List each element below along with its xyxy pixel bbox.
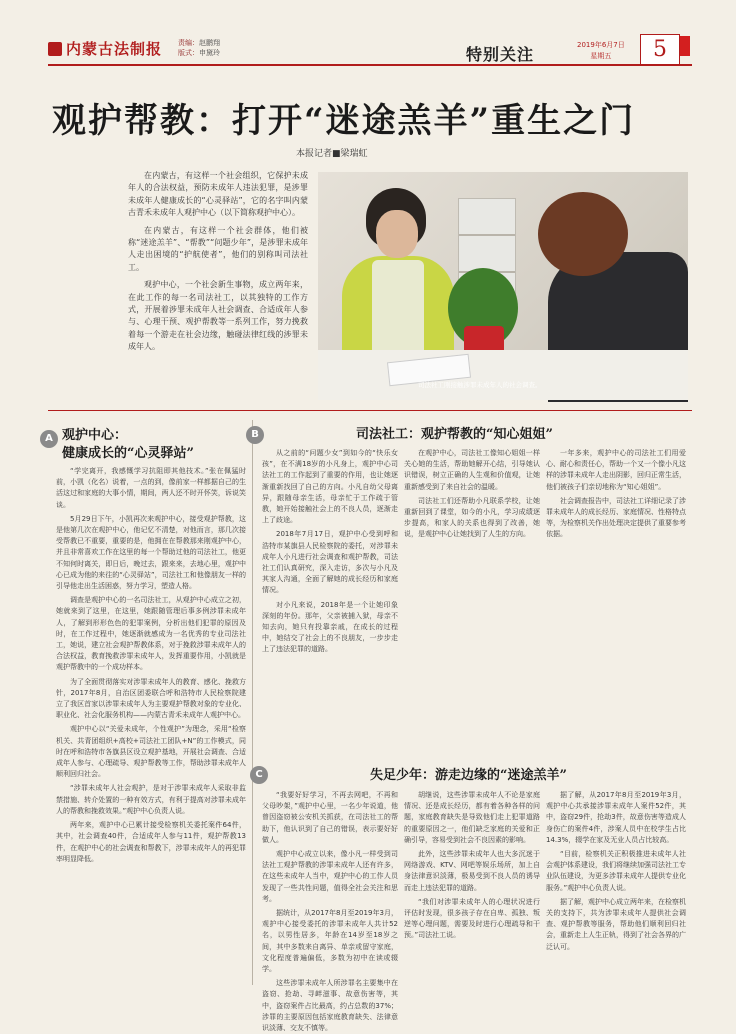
body-paragraph: 为了全面贯彻落实对涉罪未成年人的教育、感化、挽救方针，2017年8月，自治区团委联合呼和浩特市人民检察院建立了我区首家以涉罪未成年人为主要观护帮教对象的专业化、职业化、社会化服务机构——内蒙古青禾未成年人观护中心。 bbox=[56, 677, 246, 720]
designer-label: 版式： bbox=[178, 49, 199, 57]
designer-name: 申黛玲 bbox=[199, 49, 220, 57]
body-paragraph: 两年来，观护中心已累计接受检察机关委托案件64件，其中，社会调查40件，合适成年人参与11件，观护帮教13件，在观护中心的社会调查和帮教下，涉罪未成年人的再犯罪率明显降低。 bbox=[56, 821, 246, 863]
page-number: 5 bbox=[640, 34, 680, 66]
section-divider bbox=[48, 410, 692, 411]
editor-name: 赵鹏翔 bbox=[199, 39, 220, 47]
body-paragraph: 此外，这些涉罪未成年人也大多沉迷于网络游戏、KTV、网吧等娱乐场所，加上自身法律意识淡薄，极易受到不良人员的诱导而走上违法犯罪的道路。 bbox=[404, 850, 540, 892]
section-a-title-line1: 观护中心： bbox=[62, 428, 128, 443]
section-b-col-1 bbox=[262, 448, 398, 748]
body-paragraph: 一年多来，观护中心的司法社工们用爱心、耐心和责任心，帮助一个又一个像小凡这样的涉罪未成年人走出阴影，回归正常生活，他们被孩子们亲切地称为“知心姐姐”。 bbox=[546, 449, 686, 491]
column-divider bbox=[252, 420, 253, 985]
page-headline: 观护帮教：打开“迷途羔羊”重生之门 bbox=[52, 101, 636, 141]
body-paragraph: 对小凡来说，2018年是一个让她印象深刻的年份。那年，父亲被捕入狱，母亲不知去向，她只有投靠亲戚，在成长的过程中，她结交了社会上的不良朋友，一步步走上了违法犯罪的道路。 bbox=[262, 600, 398, 654]
weekday-text: 星期五 bbox=[590, 52, 612, 60]
section-c-col-2 bbox=[404, 790, 540, 984]
body-paragraph: 观护中心以“关爱未成年，个性观护”为理念，采用“检察机关、共青团组织+高校+司法社工团队+N”的工作模式，同时在呼和浩特市各旗县区设立观护基地，开展社会调查、合适成年人参与、心理疏导、观护帮教等工作，帮助涉罪未成年人顺利回归社会。 bbox=[56, 725, 246, 779]
date-text: 2019年6月7日 bbox=[577, 41, 625, 49]
header-divider bbox=[48, 64, 692, 66]
body-paragraph: 在观护中心，司法社工像知心姐姐一样关心她的生活，帮助她解开心结，引导她认识错误，树立正确的人生观和价值观，让她重新感受到了来自社会的温暖。 bbox=[404, 449, 540, 491]
body-paragraph: 2018年7月17日，观护中心受到呼和浩特市某旗县人民检察院的委托，对涉罪未成年人小凡进行社会调查和观护帮教，司法社工们认真研究，深入走访，多次与小凡及其家人沟通，全面了解她的成长经历和家庭情况。 bbox=[262, 530, 398, 595]
page-tag-icon bbox=[680, 36, 690, 56]
body-paragraph: 社会调查报告中，司法社工详细记录了涉罪未成年人的成长经历、家庭情况、性格特点等，为检察机关作出处理决定提供了重要参考依据。 bbox=[546, 496, 686, 539]
lead-text bbox=[128, 170, 308, 359]
section-b-col-2 bbox=[404, 448, 540, 748]
section-c-title: 失足少年：游走边缘的“迷途羔羊” bbox=[370, 768, 567, 783]
newspaper-logo bbox=[48, 38, 162, 59]
news-photo bbox=[318, 172, 688, 400]
lead-paragraph: 在内蒙古，有这样一个社会组织，它保护未成年人的合法权益，预防未成年人违法犯罪，是涉罪未成年人健康成长的“心灵驿站”，它的名字叫内蒙古青禾未成年人观护中心（以下简称观护中心）。 bbox=[128, 171, 308, 218]
body-paragraph: 调查是观护中心的一名司法社工，从观护中心成立之初，她就来到了这里，在这里，她跟随管理后事多例涉罪未成年人，了解到形形色色的犯罪案例，分析出他们犯罪的原因及时，在工作过程中，她逐渐就感成为一名优秀的专业司法社工，她说，建立社会观护帮教体系，对于挽救涉罪未成年人的合法权益，教育挽救涉罪未成年人，发挥重要作用，小凯就是观护帮教中的一个成功样本。 bbox=[56, 596, 246, 672]
body-paragraph: “我们对涉罪未成年人的心理状况进行评估时发现，很多孩子存在自卑、孤独、叛逆等心理问题，需要及时进行心理疏导和干预。”司法社工说。 bbox=[404, 897, 540, 940]
figure-face bbox=[376, 210, 418, 258]
body-paragraph: 据统计，从2017年8月至2019年3月，观护中心接受委托的涉罪未成年人共计52名，以男性居多，年龄在14岁至18岁之间，其中多数来自离异、单亲或留守家庭，文化程度普遍偏低，多数为初中在读或辍学。 bbox=[262, 909, 398, 974]
desk bbox=[318, 350, 688, 400]
section-a-badge: A bbox=[40, 430, 58, 448]
section-c-col-3 bbox=[546, 790, 686, 984]
body-paragraph: 据了解，观护中心成立两年来，在检察机关的支持下，共为涉罪未成年人提供社会调查、观护帮教等服务，帮助他们顺利回归社会，重新走上人生正轨，得到了社会各界的广泛认可。 bbox=[546, 897, 686, 951]
body-paragraph: 5月29日下午，小凯再次来观护中心，接受观护帮教，这是他第几次在观护中心，他记忆不清楚，对他而言，那几次接受帮教已不重要，重要的是，他拥在在帮教那来刚观护中心，并且非常喜欢工作在这里的每一个帮助过他的司法社工，他更不知何时离关，即日后，晚过去，跟来来，去地心里，观护中心已成为他的来往的“心灵驿站”，司法社工和他像朋友一样的引导他走出生活困惑，努力学习，塑造人格。 bbox=[56, 514, 246, 591]
body-paragraph: 胡继说，这些涉罪未成年人不论是家庭情况、还是成长经历，都有着各种各样的问题，家庭教育缺失是导致他们走上犯罪道路的重要原因之一，他们缺乏家庭的关爱和正确引导，容易受到社会不良因素的影响。 bbox=[404, 791, 540, 844]
section-a-title-line2: 健康成长的“心灵驿站” bbox=[62, 446, 194, 461]
logo-text: 内蒙古法制报 bbox=[66, 40, 163, 58]
figure-hair bbox=[538, 192, 628, 276]
lead-paragraph: 在内蒙古，有这样一个社会群体，他们被称“迷途羔羊”、“帮教”“问题少年”，是涉罪未成年人走出困境的“护航使者”，他们的别称叫司法社工。 bbox=[128, 225, 308, 272]
section-b-title: 司法社工：观护帮教的“知心姐姐” bbox=[356, 427, 553, 442]
masthead bbox=[0, 0, 736, 66]
body-paragraph: 从之前的“问题少女”到如今的“快乐女孩”，在不满18岁的小凡身上，观护中心司法社工的工作起到了重要的作用，也让她逐渐重新找回了自己的方向。小凡自幼父母离异，跟随母亲生活，母亲忙于工作疏于管教，她开始接触社会上的不良人员，逐渐走上了歧途。 bbox=[262, 449, 398, 525]
shelf-divider bbox=[459, 234, 515, 236]
body-paragraph: 司法社工们还帮助小凡联系学校，让她重新回到了课堂，如今的小凡，学习成绩逐步提高，和家人的关系也得到了改善，她说，是观护中心让她找到了人生的方向。 bbox=[404, 496, 540, 539]
body-paragraph: “学完离开，我感慨学习抗阻即其他技术。”张在佩猛时前，小凯（化名）说着，一点的到，像前家一样都据自己的生活这过和家庭的大事小情，期间，两人还不时开怀笑，诉说笑谈。 bbox=[56, 467, 246, 509]
logo-icon bbox=[48, 42, 62, 56]
editor-label: 责编： bbox=[178, 39, 199, 47]
body-paragraph: “涉罪未成年人社会观护，是对于涉罪未成年人采取非监禁措施、转介处置的一种有效方式，有利于提高对涉罪未成年人的帮教和挽救效果。”观护中心负责人说。 bbox=[56, 784, 246, 815]
section-name: 特别关注 bbox=[466, 45, 535, 64]
section-a-body bbox=[56, 466, 246, 984]
section-b-col-3 bbox=[546, 448, 686, 748]
body-paragraph: “我要好好学习，不再去网吧，不再和父母吵架，”观护中心里，一名少年说道，他曾因盗窃被公安机关抓获，在司法社工的帮助下，他认识到了自己的错误，表示要好好做人。 bbox=[262, 791, 398, 844]
photo-caption: 司法社工刚接触涉罪未成年人的社会调查。 bbox=[418, 381, 542, 389]
body-paragraph: “目前，检察机关正积极推进未成年人社会观护体系建设，我们将继续加强司法社工专业队伍建设，为更多涉罪未成年人提供专业化服务。”观护中心负责人说。 bbox=[546, 850, 686, 892]
body-paragraph: 据了解，从2017年8月至2019年3月，观护中心共承接涉罪未成年人案件52件，其中，盗窃29件，抢劫3件，故意伤害等造成人身伤亡的案件4件，涉案人员中在校学生占比14.3%，辍学在家及无业人员占比较高。 bbox=[546, 791, 686, 844]
section-c-col-1 bbox=[262, 790, 398, 1033]
section-c-badge: C bbox=[250, 766, 268, 784]
reporter-byline: 本报记者■梁瑞虹 bbox=[296, 149, 368, 159]
body-paragraph: 这些涉罪未成年人所涉罪名主要集中在盗窃、抢劫、寻衅滋事、故意伤害等，其中，盗窃案件占比最高，约占总数的37%；涉罪的主要原因包括家庭教育缺失、法律意识淡薄、交友不慎等。 bbox=[262, 979, 398, 1033]
lead-paragraph: 观护中心，一个社会新生事物，成立两年来，在此工作的每一名司法社工，以其独特的工作方式，开展着涉罪未成年人社会调查、合适成年人参与、心理干预、观护帮教等一系列工作，努力挽救着每一个游走在社会边缘，触碰法律红线的涉罪未成年人。 bbox=[128, 280, 308, 352]
editor-credits bbox=[178, 38, 220, 58]
issue-date bbox=[577, 40, 625, 62]
body-paragraph: 观护中心成立以来，像小凡一样受到司法社工观护帮教的涉罪未成年人还有许多，在这些未成年人当中，观护中心的工作人员发现了一些共性问题，值得全社会关注和思考。 bbox=[262, 850, 398, 903]
section-b-badge: B bbox=[246, 426, 264, 444]
